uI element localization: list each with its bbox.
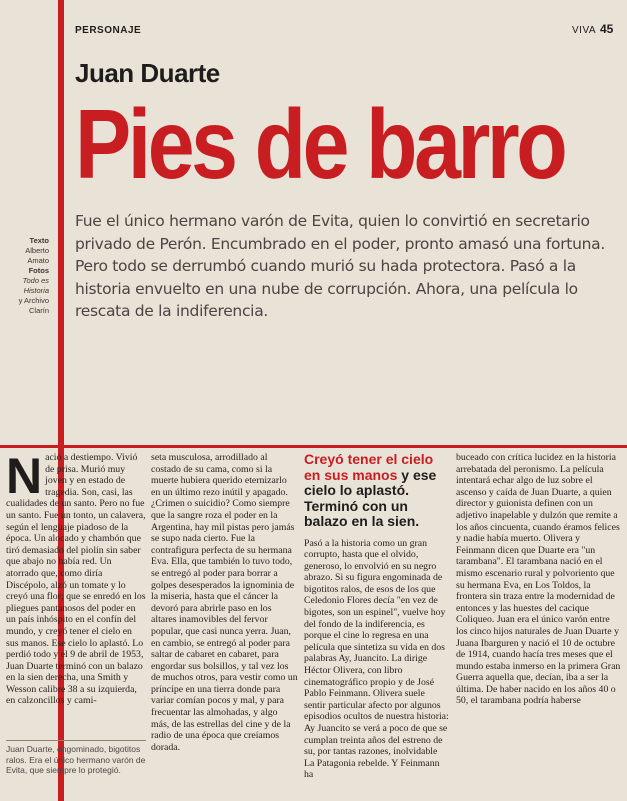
text-credit-author: Alberto Amato [25,246,49,265]
page-number: 45 [600,22,614,36]
photo-credit-label: Fotos [28,266,49,275]
article-kicker: Juan Duarte [75,58,220,88]
photo-caption: Juan Duarte, engominado, bigotitos ralos. Era el único hermano varón de Evita, que siempre lo protegió. [6,740,146,776]
text-credit-label: Texto [29,236,49,245]
pull-quote [304,452,449,530]
photo-credit-source-2: y Archivo Clarín [18,296,49,315]
body-column-1 [6,448,146,707]
body-text-4: buceado con crítica lucidez en la historia arrebatada del peronismo. La película intentará echar algo de luz sobre el ascenso y caída de Juan Duarte, a quien director y guionista definen con un adjetivo inapelable y dulzón que remite a los años cincuenta, cuando éramos felices y nadie había muerto. Olivera y Feinmann dicen que Duarte era "un tarambana". El tarambana nació en el mismo escenario rural y polvoriento que su hermana Eva, en Los Toldos, la frontera sin traza entre la modernidad de entonces y las huestes del cacique Coliqueo. Juan era el único varón entre los cinco hijos naturales de Juan Duarte y Juana Ibarguren y nació el 10 de octubre de 1914, cuando hacía tres meses que el mundo estaba inmerso en la primera Gran Guerra aquella que, decían, iba a ser la última. De haber nacido en los años 40 o 50, el tarambana podría haberse [456,452,621,707]
body-column-4 [456,452,621,707]
article-lede: Fue el único hermano varón de Evita, quien lo convirtió en secretario privado de Perón. Encumbrado en el poder, pronto amasó una fortuna. Pero todo se derrumbó cuando murió su hada protectora. Pasó a la historia envuelto en una nube de corrupción. Ahora, una película lo rescata de la indiferencia. [75,212,605,320]
red-horizontal-rule [0,445,627,448]
article-credits [9,236,49,316]
body-text-2: seta musculosa, arrodillado al costado de su cama, como si la muerte hubiera querido eternizarlo en un último rezo inútil y apagado. ¿Crimen o suicidio? Como siempre que la sangre roza el poder en la Argentina, hay mil pistas pero jamás se supo nada cierto. Fue la contrafigura perfecta de su hermana Eva. Ella, que también lo tuvo todo, se entregó al poder para borrar a golpes desesperados la ignominia de la miseria, hasta que el cáncer la devoró para abrirle paso en los altares inamovibles del fervor popular, que casi nunca yerra. Juan, en cambio, se entregó al poder para saltar de cabaret en cabaret, para engordar sus bolsillos, y tal vez los de muchos otros, para vestir como un príncipe en una tierra donde para variar comían pocos y mal, y para frecuentar las almohadas, y algo más, de las estrellas del cine y de la radio de una época que creíamos dorada. [151,452,298,753]
body-text-3: Pasó a la historia como un gran corrupto, hasta que el olvido, generoso, lo envolvió en su negro abrazo. Si su figura engominada de bigotitos ralos, de esos de los que Celedonio Flores decía "en vez de bigotes, son un espinel", vuelve hoy del fondo de la indiferencia, es porque el cine lo regresa en una película que sintetiza su vida en dos palabras Ay, Juancito. La dirige Héctor Olivera, con libro cinematográfico propio y de José Pablo Feinmann. Olivera suele sentir particular afecto por algunos episodios ocultos de nuestra historia: Ay Juancito se verá a poco de que se cumplan treinta años del estreno de su, por tantas razones, inolvidable La Patagonia rebelde. Y Feinmann ha [304,537,449,781]
pull-quote-red: Creyó tener el cielo en sus manos [304,451,434,483]
photo-credit-source: Todo es Historia [22,276,49,295]
body-text-1: ació a destiempo. Vivió de prisa. Murió muy joven y en estado de tragedia. Son, casi, las cualidades de un santo. Pero no fue un santo. Fue un tonto, un calavera, según el lenguaje piadoso de la época. Un alocado y chambón que tiró demasiado del piolín sin saber que abajo no había red. Un atorrado que, como diría Discépolo, alzó un tomate y lo creyó una flor; que se enredó en los pliegues pantanosos del poder en un país inhóspito en el confín del mundo, y creyó tener el cielo en sus manos. Ese cielo lo aplastó. Lo perdió todo y el 9 de abril de 1953, Juan Duarte terminó con un balazo en la sien derecha, una Smith y Wesson calibre 38 a su izquierda, en calzoncillos y cami- [6,452,146,707]
magazine-name: VIVA [572,25,597,36]
body-column-3 [304,452,449,781]
section-label: PERSONAJE [75,25,142,36]
drop-cap: N [6,448,43,504]
pull-quote-black: y ese cielo lo aplastó. Terminó con un balazo en la sien. [304,466,437,529]
body-column-2 [151,452,298,753]
article-title: Pies de barro [75,89,565,199]
